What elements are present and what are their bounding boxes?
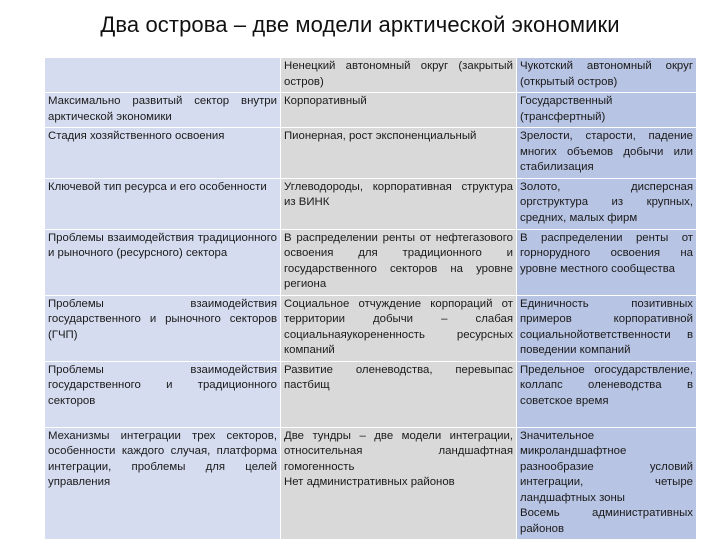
header-criteria: [45, 58, 281, 93]
chukotka-cell: Государственный (трансфертный): [517, 93, 697, 128]
table-row: [45, 93, 697, 128]
nenets-cell: Корпоративный: [281, 93, 517, 128]
table-row: [45, 427, 697, 540]
header-chukotka: Чукотский автономный округ (открытый остров): [517, 58, 697, 93]
nenets-cell: Две тундры – две модели интеграции, относительная ландшафтная гомогенность Нет административных районов: [281, 427, 517, 540]
table-row: [45, 128, 697, 179]
chukotka-cell: В распределении ренты от горнорудного освоения на уровне местного сообщества: [517, 229, 697, 295]
chukotka-cell: Золото, дисперсная оргструктура из крупных, средних, малых фирм: [517, 178, 697, 229]
row-label: Механизмы интеграции трех секторов, особенности каждого случая, платформа интеграции, проблемы для целей управления: [45, 427, 281, 540]
row-label: Проблемы взаимодействия государственного и традиционного секторов: [45, 361, 281, 427]
chukotka-cell: Предельное огосударствление, коллапс оленеводства в советское время: [517, 361, 697, 427]
nenets-cell: Социальное отчуждение корпораций от территории добычи – слабая социальнаяукорененность ресурсных компаний: [281, 295, 517, 361]
nenets-cell: В распределении ренты от нефтегазового освоения для традиционного и государственного секторов на уровне региона: [281, 229, 517, 295]
slide-title: Два острова – две модели арктической экономики: [100, 12, 620, 37]
comparison-table: [44, 57, 697, 540]
row-label: Стадия хозяйственного освоения: [45, 128, 281, 179]
nenets-cell: Углеводороды, корпоративная структура из ВИНК: [281, 178, 517, 229]
row-label: Проблемы взаимодействия государственного и рыночного секторов (ГЧП): [45, 295, 281, 361]
table-row: [45, 229, 697, 295]
header-nenets: Ненецкий автономный округ (закрытый остров): [281, 58, 517, 93]
header-row: [45, 58, 697, 93]
nenets-cell: Развитие оленеводства, перевыпас пастбищ: [281, 361, 517, 427]
row-label: Ключевой тип ресурса и его особенности: [45, 178, 281, 229]
row-label: Максимально развитый сектор внутри арктической экономики: [45, 93, 281, 128]
row-label: Проблемы взаимодействия традиционного и рыночного (ресурсного) сектора: [45, 229, 281, 295]
table-row: [45, 178, 697, 229]
chukotka-cell: Единичность позитивных примеров корпоративной социальнойответственности в поведении компаний: [517, 295, 697, 361]
nenets-cell: Пионерная, рост экспоненциальный: [281, 128, 517, 179]
table-row: [45, 361, 697, 427]
chukotka-cell: Зрелости, старости, падение многих объемов добычи или стабилизация: [517, 128, 697, 179]
table-row: [45, 295, 697, 361]
chukotka-cell: Значительное микроландшафтное разнообразие условий интеграции, четыре ландшафтных зоны Восемь административных районов: [517, 427, 697, 540]
